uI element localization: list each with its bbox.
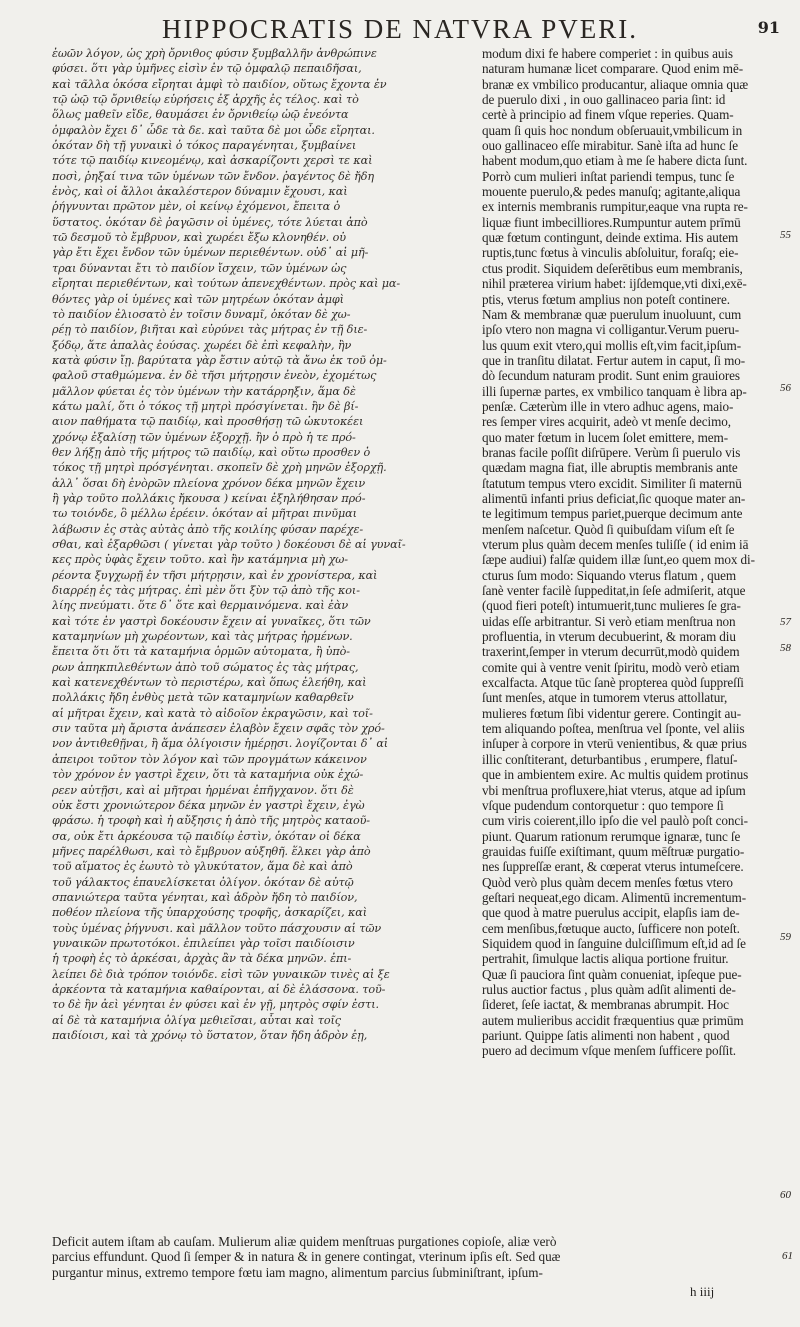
latin-text-line: de puerulo dixi , in ouo gallinaceo paria ſint: id bbox=[482, 92, 726, 108]
greek-text-line: λάβωσιν ἐς στὰς αὐτὰς ἀπὸ τῆς κοιλίης φύσαν παρέχε- bbox=[52, 522, 364, 536]
greek-text-line: τω τοιόνδε, ὃ μέλλω ἐρέειν. ὁκόταν αἱ μῆτραι πινῦμαι bbox=[52, 507, 357, 521]
latin-text-line: ipſo vtero non magna vi colligantur.Verum pueru- bbox=[482, 322, 740, 338]
latin-text-line: quæ fœtum contingunt, deinde extima. His autem bbox=[482, 230, 739, 246]
greek-text-line: τὸ παιδίον ἐλιοσατὸ ἐν τοῖσιν δυναμῖ, ὁκόταν δὲ χω- bbox=[52, 307, 351, 321]
latin-text-line: quam ſi quis hoc nondum obſeruauit,vmbilicum in bbox=[482, 122, 743, 138]
latin-text-line: grauidas fuiſſe exiſtimant, quum mēſtruæ purgatio- bbox=[482, 843, 745, 859]
signature-mark: h iiij bbox=[690, 1284, 715, 1299]
latin-text-line: quædam magna fiat, ille abruptis membranis ante bbox=[482, 460, 738, 476]
latin-text-line: mulieres fœtum ſibi videntur gerere. Contingit au- bbox=[482, 705, 742, 721]
greek-text-line: ἀρκέοντα τὰ καταμήνια καθαίρονται, αἱ δὲ ἐλάσσονα. τοῦ- bbox=[52, 982, 386, 996]
greek-text-line: τοὺς ὑμένας ῥήγνυσι. καὶ μᾶλλον τοῦτο πάσχουσιν αἱ τῶν bbox=[52, 921, 382, 935]
latin-text-line: ex internis membranis rumpitur,eaque vna rupta re- bbox=[482, 199, 748, 215]
latin-text-line: nes ſuppreſſæ erant, & cœperat vterus intumeſcere. bbox=[482, 859, 744, 875]
latin-text-line: alimentū infanti prius deficiat,ſic quoque mater an- bbox=[482, 490, 746, 506]
greek-text-line: καὶ κατενεχθέντων τὸ περιστέρω, καὶ ὅπως ἐλεήθη, καὶ bbox=[52, 676, 367, 690]
greek-text-line: τοῦ αἵματος ἐς ἑωυτὸ τὸ γλυκύτατον, ἅμα δὲ καὶ ἀπὸ bbox=[52, 860, 353, 874]
latin-text-line: illi ſupernæ partes, ex vmbilico tanquam è libra ap- bbox=[482, 383, 747, 399]
latin-text-line: liquæ fiunt imbecilliores.Rumpuntur autem prīmū bbox=[482, 214, 741, 230]
greek-text-line: ξόδῳ, ἅτε ἁπαλὰς ἐούσας. χωρέει δὲ ἐπὶ κεφαλὴν, ἢν bbox=[52, 338, 352, 352]
latin-text-line: ſtatutum tempus vtero excidit. Similiter ſi maternū bbox=[482, 475, 742, 491]
greek-text-line: ῥήγνυνται πρῶτον μὲν, οἱ κείνῳ ἐχόμενοι, ἔπειτα ὁ bbox=[52, 200, 341, 214]
latin-text-line: tem aliquando poſtea, menſtrua vel ſponte, vel aliis bbox=[482, 721, 745, 737]
latin-text-line: te legitimum tempus pariet,puerque decimum ante bbox=[482, 506, 743, 522]
greek-text-line: τότε τῷ παιδίῳ κινεομένῳ, καὶ ἀσκαρίζοντι χερσὶ τε καὶ bbox=[52, 154, 373, 168]
latin-text-line: que quod à matre puerulus accipit, elapſis iam de- bbox=[482, 905, 740, 921]
greek-text-line: ποσὶ, ῥηξαί τινα τῶν ὑμένων τῶν ἔνδον. ῥαγέντος δὲ ἤδη bbox=[52, 169, 374, 183]
greek-text-line: σθαι, καὶ ἐξαρθῶσι ( γίνεται γὰρ τοῦτο ) δοκέουσι δὲ αἱ γυναῖ- bbox=[52, 538, 406, 551]
margin-number: 60 bbox=[780, 1189, 791, 1201]
greek-text-line: λείπει δὲ διὰ τρόπον τοιόνδε. εἰσὶ τῶν γυναικῶν τινὲς αἱ ξε bbox=[52, 967, 390, 981]
greek-text-line: ἀλλ᾽ ὅσαι δὴ ἐνὸρῶν πλείονα χρόνον δέκα μηνῶν ἔχειν bbox=[52, 476, 366, 490]
greek-text-line: φύσει. ὅτι γὰρ ὑμῆνες εἰσὶν ἐν τῷ ὀμφαλῷ πεπαιδῆσαι, bbox=[52, 62, 362, 76]
latin-text-line: comite qui à ventre venit ſpiritu, modò verò etiam bbox=[482, 659, 740, 675]
latin-text-line: ouo gallinaceo eſſe mirabitur. Sanè iſta ad hunc ſe bbox=[482, 138, 738, 154]
greek-text-line: ποθέον πλείονα τῆς ὑπαρχούσης τροφῆς, ἀσκαρίζει, καὶ bbox=[52, 906, 367, 920]
greek-text-line: γυναικῶν πρωτοτόκοι. ἐπιλείπει γὰρ τοῖσι παιδίοισιν bbox=[52, 936, 355, 950]
latin-text-line: ptis, vterus fœtum amplius non poteſt continere. bbox=[482, 291, 730, 307]
page-number: 91 bbox=[757, 18, 780, 37]
greek-text-line: καὶ τότε ἐν γαστρὶ δοκέουσιν ἔχειν αἱ γυναῖκες, ὅτι τῶν bbox=[52, 614, 371, 628]
margin-number: 55 bbox=[780, 229, 791, 241]
latin-text-line: piunt. Quarum rationum rerumque ignaræ, tunc ſe bbox=[482, 828, 741, 844]
footer-line: purgantur minus, extremo tempore fœtu iam magno, alimentum parcius ſubminiſtrant, ipſum- bbox=[52, 1264, 543, 1280]
latin-text-line: ſæpe audiui) falſæ quidem illæ ſunt,eo quem mox di- bbox=[482, 552, 755, 568]
greek-text-line: καταμηνίων μὴ χωρέοντων, καὶ τὰς μήτρας ἠρμένων. bbox=[52, 630, 353, 644]
margin-number: 59 bbox=[780, 931, 791, 943]
greek-text-line: ρων ἀπηκπιλεθέντων ἀπὸ τοῦ σώματος ἐς τὰς μήτρας, bbox=[52, 660, 359, 674]
latin-text-line: cum viris coierent,illo ipſo die vel paulò poſt conci- bbox=[482, 813, 748, 829]
greek-text-line: εἴρηται περιεθέντων, καὶ τούτων ἀπενεχθέντων. πρὸς καὶ μα- bbox=[52, 277, 401, 291]
greek-text-line: ὕστατος. ὁκόταν δὲ ῥαγῶσιν οἱ ὑμένες, τότε λύεται ἀπὸ bbox=[52, 215, 368, 229]
margin-number: 56 bbox=[780, 382, 791, 394]
greek-text-line: διαρρέῃ ἐς τὰς μήτρας. ἐπὶ μὲν ὅτι ξὺν τῷ ἀπὸ τῆς κοι- bbox=[52, 584, 360, 598]
latin-text-line: autem mulieribus accidit fræquentius quæ primūm bbox=[482, 1012, 744, 1028]
greek-text-line: ρέοντα ξυγχωρῇ ἐν τῆσι μήτρῃσιν, καὶ ἐν χρονίστερα, καὶ bbox=[52, 568, 378, 582]
greek-text-line: παιδίοισι, καὶ τὰ χρόνῳ τὸ ὕστατον, ὅταν ἤδη ἁδρὸν ἐῃ, bbox=[52, 1029, 368, 1042]
greek-text-line: ὁκόταν δὴ τῇ γυναικὶ ὁ τόκος παραγένηται, ξυμβαίνει bbox=[52, 139, 357, 153]
greek-text-line: αιον παθήματα τῷ παιδίῳ, καὶ προσθήσῃ τῶ ὠκυτοκέει bbox=[52, 415, 364, 429]
greek-text-line: σα, οὐκ ἔτι ἀρκέουσα τῷ παιδίῳ ἐστὶν, ὁκόταν οἱ δέκα bbox=[52, 829, 361, 843]
greek-text-line: φαλοῦ σταθμώμενα. ἐν δὲ τῆσι μήτρῃσιν ἐνεὸν, ἐχομέτως bbox=[52, 369, 377, 383]
greek-text-line: αἱ δὲ τὰ καταμήνια ὀλίγα μεθιεῖσαι, αὗται καὶ τοῖς bbox=[52, 1013, 341, 1027]
greek-text-line: τόκος τῇ μητρὶ πρόσγένηται. σκοπεῖν δὲ χρὴ μηνῶν ἐξορχῇ. bbox=[52, 461, 387, 475]
greek-text-line: χρόνῳ ἐξαλίσῃ τῶν ὑμένων ἐξορχῇ. ἢν ὁ πρὸ ἡ τε πρό- bbox=[52, 430, 356, 444]
full-width-footer-paragraph bbox=[52, 1234, 787, 1280]
greek-text-line: ἑωῶν λόγον, ὡς χρὴ ὄρνιθος φύσιν ξυμβαλλῆν ἀνθρώπινε bbox=[52, 47, 377, 60]
latin-text-line: cem menſibus,fœtuque aucto, ſufficere non poteſt. bbox=[482, 920, 740, 936]
latin-text-line: rulus auctior factus , plus quàm adſit alimenti de- bbox=[482, 981, 736, 997]
latin-text-line: (quod fieri poteſt) intumuerit,tunc mulieres ſe gra- bbox=[482, 598, 741, 614]
greek-text-line: μῆνες παρέλθωσι, καὶ τὸ ἔμβρυον αὐξηθῆ. ἕλκει γὰρ ἀπὸ bbox=[52, 844, 371, 858]
latin-text-column bbox=[482, 46, 782, 1234]
latin-text-line: ſideret, ſeſe iactat, & membranas abrumpit. Hoc bbox=[482, 997, 729, 1013]
latin-text-line: res ſemper vires acquirit, adeò vt menſe decimo, bbox=[482, 414, 731, 430]
latin-text-line: branæ ex vmbilico producantur, aliaque omnia quæ bbox=[482, 76, 749, 92]
greek-text-line: λίης πνεύματι. ὅτε δ᾽ ὅτε καὶ θερμαινόμενα. καὶ ἐὰν bbox=[52, 599, 349, 613]
greek-text-line: ἀπειροι τοῦτον τὸν λόγον καὶ τῶν προγμάτων κάκεινον bbox=[52, 752, 367, 766]
latin-text-line: traxerint,ſemper in vterum decurrūt,modò quidem bbox=[482, 644, 740, 660]
greek-text-line: κες πρὸς ὑφὰς ἔχειν τοῦτο. καὶ ἢν κατάμηνια μὴ χω- bbox=[52, 553, 348, 567]
greek-text-line: σιν ταῦτα μὴ ἄριστα ἀνάπεσεν ἐλαβὸν ἔχειν σφᾶς τὸν χρό- bbox=[52, 722, 385, 736]
latin-text-line: ctus prodit. Siquidem deſerētibus eum membranis, bbox=[482, 260, 743, 276]
greek-text-line: ἔπειτα ὅτι ὅτι τὰ καταμήνια ὁρμῶν αὐτοματα, ἢ ὑπὸ- bbox=[52, 645, 350, 659]
latin-text-line: uidas eſſe arbitrantur. Si verò etiam menſtrua non bbox=[482, 613, 736, 629]
greek-text-line: τοῦ γάλακτος ἐπαυελίσκεται ὀλίγον. ὁκόταν δὲ αὐτῷ bbox=[52, 875, 354, 889]
latin-text-line: vbi menſtrua profluxere,hiat vterus, atque ad ipſum bbox=[482, 782, 746, 798]
latin-text-line: Porrò cum mulieri inſtat pariendi tempus, tunc ſe bbox=[482, 168, 735, 184]
greek-text-line: νον ἀντιθεθῇναι, ἢ ἅμα ὀλίγοισιν ἡμέρῃσι. λογίζονται δ᾽ αἱ bbox=[52, 737, 389, 751]
greek-text-line: θεν λήξῃ ἀπὸ τῆς μήτρος τῶ παιδίῳ, καὶ οὕτω προσθεν ὁ bbox=[52, 445, 371, 459]
greek-text-line: ὀμφαλὸν ἔχει δ᾽ ὧδε τὰ δε. καὶ ταῦτα δὲ μοι ὧδε εἴρηται. bbox=[52, 123, 375, 137]
greek-text-line: κάτω μαλί, ὅτι ὁ τόκος τῇ μητρὶ πρόσγίνεται. ἢν δὲ βί- bbox=[52, 399, 359, 413]
margin-number: 57 bbox=[780, 616, 791, 628]
greek-text-line: αἱ μῆτραι ἔχειν, καὶ κατὰ τὸ αἰδοῖον ἐκραγῶσιν, καὶ τοῖ- bbox=[52, 706, 373, 720]
greek-text-line: ἢ γὰρ τοῦτο πολλάκις ἤκουσα ) κείναι ἐξηλήθησαν πρό- bbox=[52, 491, 366, 505]
greek-text-line: ρέῃ τὸ παιδίον, βιῆται καὶ εὐρύνει τὰς μήτρας ἐν τῇ διε- bbox=[52, 323, 368, 337]
latin-text-line: profluentia, in vterum decubuerint, & moram diu bbox=[482, 629, 736, 645]
latin-text-line: Quòd verò plus quàm decem menſes fœtus vtero bbox=[482, 874, 733, 890]
latin-text-line: vterum plus quàm decem menſes tuliſſe ( id enim iā bbox=[482, 537, 749, 552]
latin-text-line: menſem naſcetur. Quòd ſi quibuſdam viſum eſt ſe bbox=[482, 521, 735, 537]
latin-text-line: geſtari nequeat,ego dicam. Alimentū incrementum- bbox=[482, 889, 746, 905]
footer-line: Deficit autem iſtam ab cauſam. Mulierum aliæ quidem menſtruas purgationes copioſe, aliæ verò bbox=[52, 1234, 557, 1249]
greek-text-line: ὅλως μαθεῖν εἴδε, θαυμάσει ἐν ὄρνιθείῳ ὠῷ ἐνεόντα bbox=[52, 108, 349, 122]
greek-text-line: τὸν χρόνον ἐν γαστρὶ ἔχειν, ὅτι τὰ καταμήνια οὐκ ἐχώ- bbox=[52, 768, 364, 782]
latin-text-line: pariunt. Quippe ſatis alimenti non habent , quod bbox=[482, 1028, 730, 1043]
latin-text-line: illic conſtiterant, deturbantibus , erumpere, flatuſ- bbox=[482, 751, 738, 767]
latin-text-line: Nam & membranæ quæ puerulum inuoluunt, cum bbox=[482, 306, 742, 322]
margin-line-numbers bbox=[780, 46, 798, 1234]
greek-text-line: το δὲ ἢν ἀεὶ γένηται ἐν φύσει καὶ ἐν γῇ, μητρὸς σφίν ἐστι. bbox=[52, 998, 379, 1012]
greek-text-line: ἑνὸς, καὶ οἱ ἄλλοι ἀκαλέστερον δύναμιν ἔχουσι, καὶ bbox=[52, 185, 348, 199]
latin-text-line: Quæ ſi pauciora ſint quàm conueniat, ipſeque pue- bbox=[482, 966, 742, 982]
latin-text-line: modum dixi fe habere comperiet : in quibus auis bbox=[482, 46, 733, 61]
latin-text-line: dò ſecundum naturam prodit. Sunt enim grauiores bbox=[482, 368, 740, 384]
latin-text-line: habent modum,quo etiam à me ſe habere dicta ſunt. bbox=[482, 153, 748, 169]
greek-text-line: ἡ τροφὴ ἐς τὸ ἀρκέσαι, ἀρχὰς ἂν τὰ δέκα μηνῶν. ἐπι- bbox=[52, 952, 352, 966]
latin-text-line: branas facile poſſit diſrūpere. Verùm ſi puerulo vis bbox=[482, 444, 741, 460]
greek-text-line: κατὰ φύσιν ἴῃ. βαρύτατα γὰρ ἔστιν αὐτῷ τὰ ἄνω ἐκ τοῦ ὀμ- bbox=[52, 353, 387, 367]
running-head-title: HIPPOCRATIS DE NATVRA PVERI. bbox=[161, 14, 639, 44]
latin-text-line: nihil præterea virium habet: ijſdemque,vti dixi,exē- bbox=[482, 276, 747, 292]
latin-text-line: puero ad decimum vſque menſem ſufficere poſſit. bbox=[482, 1043, 736, 1059]
latin-text-line: penſæ. Cæterùm ille in vtero adhuc agens, maio- bbox=[482, 398, 734, 414]
greek-text-line: τῷ ὠῷ τῷ ὄρνιθείῳ εὑρήσεις ἐξ ἀρχῆς ἐς τέλος. καὶ τὸ bbox=[52, 93, 359, 107]
latin-text-line: naturam humanæ licet comparare. Quod enim mē- bbox=[482, 61, 743, 77]
greek-text-line: μᾶλλον φύεται ἐς τὸν ὑμένων τὴν κατάρρηξιν, ἅμα δὲ bbox=[52, 384, 356, 398]
latin-text-line: quo mater fœtum in lucem ſolet emittere, mem- bbox=[482, 429, 728, 445]
latin-text-line: pertrahit, ſimulque lactis aliqua portione fruitur. bbox=[482, 951, 729, 967]
greek-text-line: γὰρ ἔτι ἔχει ἔνδον τῶν ὑμένων περιεθέντων. οὐδ᾽ αἱ μῆ- bbox=[52, 246, 369, 260]
latin-text-line: vſque pudendum contorquetur : quo tempore ſi bbox=[482, 797, 724, 813]
latin-text-line: inſuper à corpore in vterū venientibus, & quæ prius bbox=[482, 736, 747, 752]
latin-text-line: ruptis,tunc fœtus à vinculis abſoluitur, foraſq; eie- bbox=[482, 245, 739, 261]
greek-text-line: πολλάκις ἤδη ἐνθὺς μετὰ τῶν καταμηνίων καθαρθεῖν bbox=[52, 691, 354, 705]
latin-text-line: ſanè venter facilè ſuppeditat,in ſeſe admiſerit, atque bbox=[482, 583, 746, 599]
margin-number: 58 bbox=[780, 642, 791, 654]
greek-text-line: τῶ δεσμοῦ τὸ ἔμβρυον, καὶ χωρέει ἔξω κλονηθέν. οὐ bbox=[52, 231, 346, 245]
latin-text-line: ſunt menſes, atque in tumorem vterus attollatur, bbox=[482, 690, 728, 706]
greek-text-line: σπανιώτερα ταῦτα γένηται, καὶ ἁδρὸν ἤδη τὸ παιδίον, bbox=[52, 890, 358, 904]
footer-margin-number: 61 bbox=[782, 1250, 793, 1262]
latin-text-line: excalfacta. Atque tūc ſanè propterea quòd ſuppreſſi bbox=[482, 675, 744, 691]
greek-text-line: θόντες γὰρ οἱ ὑμένες καὶ τῶν μητρέων ὁκόταν ἀμφὶ bbox=[52, 292, 344, 306]
latin-text-line: lus quum exit vtero,qui mollis eſt,vim facit,ipſum- bbox=[482, 337, 741, 353]
greek-text-column bbox=[52, 46, 465, 1234]
greek-text-line: οὐκ ἔστι χρονιώτερον δέκα μηνῶν ἐν γαστρὶ ἔχειν, ἐγὼ bbox=[52, 798, 365, 812]
latin-text-line: cturus ſum modo: Siquando vterus flatum , quem bbox=[482, 567, 736, 583]
latin-text-line: Siquidem quod in ſanguine dulciſſimum eſt,id ad ſe bbox=[482, 935, 746, 951]
footer-line: parcius effundunt. Quod ſi ſemper & in natura & in genere contingat, vterinum ipſis eſt. Sed quæ bbox=[52, 1249, 561, 1265]
greek-text-line: τραι δύνανται ἔτι τὸ παιδίον ἴσχειν, τῶν ὑμένων ὡς bbox=[52, 261, 347, 275]
greek-text-line: καὶ τᾶλλα ὁκόσα εἴρηται ἀμφὶ τὸ παιδίον, οὕτως ἔχοντα ἐν bbox=[52, 77, 387, 91]
greek-text-line: ρεεν αὐτῇσι, καὶ αἱ μῆτραι ἠρμέναι ἐπῆγχανον. ὅτι δὲ bbox=[52, 783, 354, 797]
latin-text-line: que in ambientem exire. Ac multis quidem protinus bbox=[482, 767, 749, 783]
latin-text-line: mouente puerulo,& pedes manuſq; agitante,aliqua bbox=[482, 184, 741, 200]
latin-text-line: certè à principio ad finem vſque reperies. Quam- bbox=[482, 107, 734, 123]
greek-text-line: φράσω. ἡ τροφὴ καὶ ἡ αὔξησις ἡ ἀπὸ τῆς μητρὸς καταοῦ- bbox=[52, 814, 370, 828]
latin-text-line: que in tranſitu dilatat. Fertur autem in caput, ſi mo- bbox=[482, 352, 746, 368]
